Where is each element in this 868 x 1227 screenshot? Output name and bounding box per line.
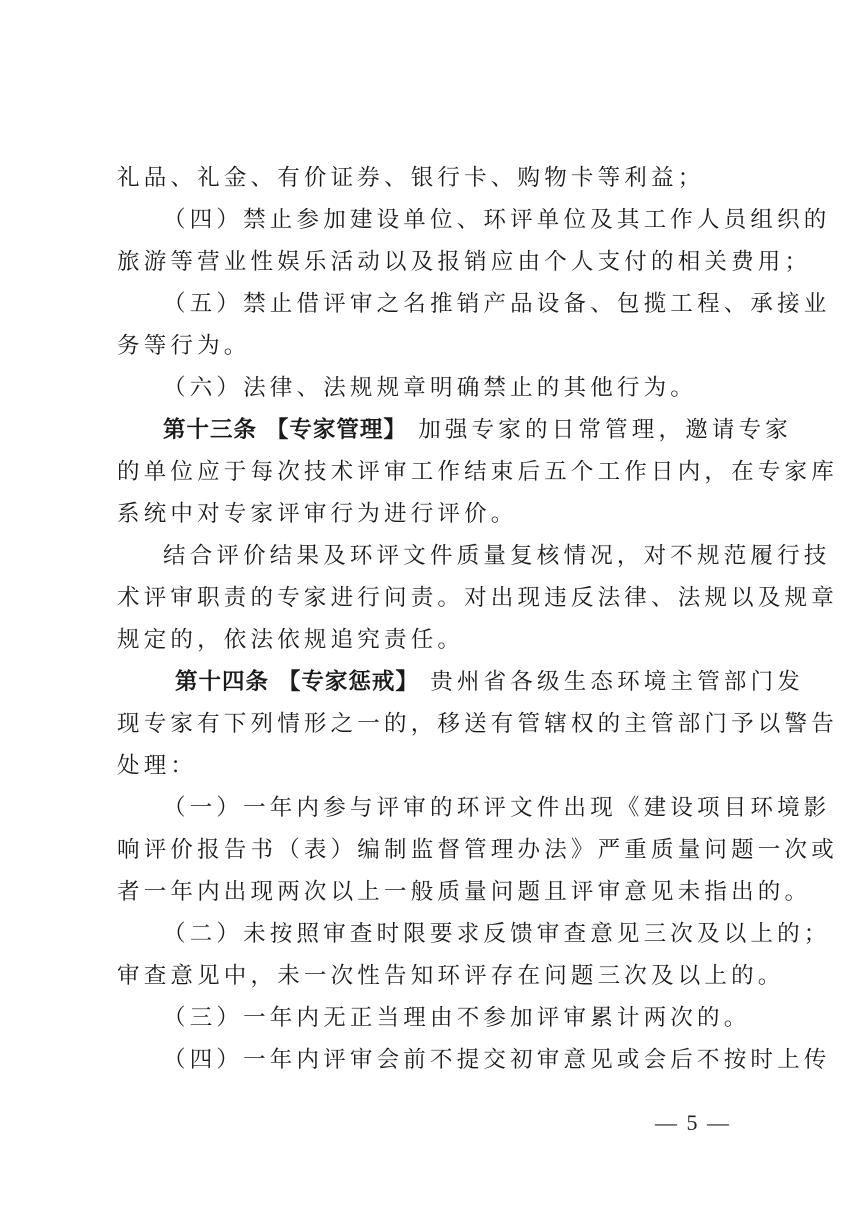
paragraph-line: （一）一年内参与评审的环评文件出现《建设项目环境影: [163, 795, 831, 821]
paragraph-line: 响评价报告书（表）编制监督管理办法》严重质量问题一次或: [117, 837, 838, 863]
paragraph-line: 结合评价结果及环评文件质量复核情况，对不规范履行技: [163, 543, 831, 569]
paragraph-line: （四）一年内评审会前不提交初审意见或会后不按时上传: [163, 1047, 831, 1073]
paragraph-line: 处理：: [117, 753, 198, 779]
paragraph-line: 现专家有下列情形之一的，移送有管辖权的主管部门予以警告: [117, 711, 838, 737]
paragraph-line: （四）禁止参加建设单位、环评单位及其工作人员组织的: [163, 207, 831, 233]
paragraph-line: （二）未按照审查时限要求反馈审查意见三次及以上的；: [163, 921, 831, 947]
article-14-title: 第十四条 【专家惩戒】: [175, 669, 419, 695]
article-13-title: 第十三条 【专家管理】: [163, 417, 407, 443]
page-number: — 5 —: [655, 1110, 731, 1135]
paragraph-line: 的单位应于每次技术评审工作结束后五个工作日内，在专家库: [117, 459, 838, 485]
paragraph-line: 规定的，依法依规追究责任。: [117, 627, 465, 653]
article-14-text: 贵州省各级生态环境主管部门发: [418, 669, 804, 695]
paragraph-line: 术评审职责的专家进行问责。对出现违反法律、法规以及规章: [117, 585, 838, 611]
paragraph-line: （六）法律、法规规章明确禁止的其他行为。: [163, 375, 698, 401]
paragraph-line: （三）一年内无正当理由不参加评审累计两次的。: [163, 1005, 751, 1031]
article-13-heading-line: [117, 409, 792, 451]
paragraph-line: 礼品、礼金、有价证券、银行卡、购物卡等利益；: [117, 165, 705, 191]
paragraph-line: 审查意见中，未一次性告知环评存在问题三次及以上的。: [117, 963, 785, 989]
paragraph-line: 系统中对专家评审行为进行评价。: [117, 501, 518, 527]
paragraph-line: 旅游等营业性娱乐活动以及报销应由个人支付的相关费用；: [117, 249, 812, 275]
paragraph-line: （五）禁止借评审之名推销产品设备、包揽工程、承接业: [163, 291, 831, 317]
article-14-heading-line: [117, 661, 804, 703]
paragraph-line: 者一年内出现两次以上一般质量问题且评审意见未指出的。: [117, 879, 812, 905]
article-13-text: 加强专家的日常管理，邀请专家: [406, 417, 792, 443]
paragraph-line: 务等行为。: [117, 333, 251, 359]
